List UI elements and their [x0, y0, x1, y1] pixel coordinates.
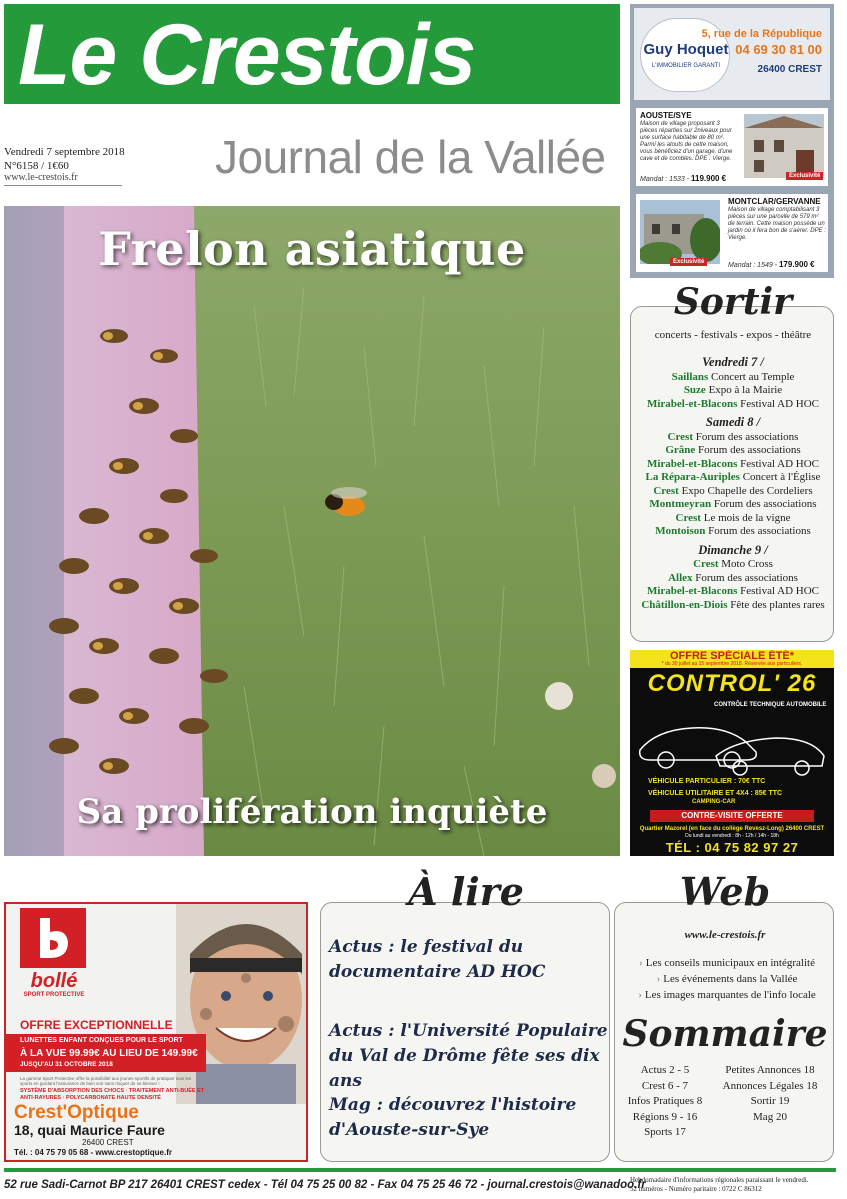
agenda-event[interactable]: Montmeyran Forum des associations	[649, 498, 817, 510]
agenda-event[interactable]: Mirabel-et-Blacons Festival AD HOC	[646, 457, 820, 470]
bolle-logo-icon	[20, 908, 86, 968]
sommaire-entry[interactable]: Petites Annonces 18	[725, 1064, 815, 1076]
sommaire-entry	[709, 1125, 831, 1141]
agenda-day-heading: Dimanche 9 /	[698, 542, 768, 557]
web-list-item[interactable]: › Les conseils municipaux en intégralité	[639, 957, 815, 969]
bolle-subbrand: SPORT PROTECTIVE	[23, 992, 85, 998]
chevron-right-icon: ›	[639, 957, 643, 969]
alire-section	[320, 869, 610, 1162]
sortir-title: Sortir	[673, 281, 793, 323]
ad-tagline: CONTRÔLE TECHNIQUE AUTOMOBILE	[714, 702, 827, 708]
footer-contact: 52 rue Sadi-Carnot BP 217 26401 CREST cedex - Tél 04 75 25 00 82 - Fax 04 75 25 46 72 - journal.crestois@wanadoo.fr	[4, 1179, 646, 1191]
bolle-offer-line: LUNETTES ENFANT CONÇUES POUR LE SPORT	[20, 1037, 183, 1044]
bolle-fine-print: La gamme Sport Protective offre la possibilité aux jeunes sportifs de pratiquer tous les sports en gardant l'assurance de bien voir sans risquer de se blesser !	[20, 1076, 192, 1086]
footer-note: 52 numéros - Numéro paritaire : 0722 C 86312	[630, 1185, 762, 1193]
agenda-event[interactable]: Grâne Forum des associations	[665, 444, 801, 456]
listing-title: MONTCLAR/GERVANNE	[728, 197, 821, 206]
listing-description: Maison de village comptabilisant 3 pièces sur une parcelle de 579 m² de terrain. Cette maison possède un jardin où il fera bon de s'aérer. DPE : Vierge.	[728, 207, 826, 241]
agenda-event[interactable]: Crest Moto Cross	[693, 558, 773, 570]
realestate-listing[interactable]	[636, 108, 828, 186]
child-portrait-photo	[176, 904, 308, 1104]
sommaire-entry[interactable]: Sortir 19	[750, 1095, 790, 1107]
car-outline-icon	[636, 710, 828, 776]
ad-offer-dates: * du 30 juillet au 15 septembre 2018. Réservée aux particuliers.	[661, 661, 803, 667]
ad-price-car: VÉHICULE PARTICULIER : 70€ TTC	[648, 778, 766, 785]
listing-description: Maison de village proposant 3 pièces réparties sur 2niveaux pour une surface habitable de 80 m². Parmi les atouts de cette maison, vous bénéficiez d'un garage, d'une cave et de combles. DPE : Vierge.	[640, 121, 733, 162]
shop-city: 26400 CREST	[82, 1138, 134, 1147]
agenda-event[interactable]: Mirabel-et-Blacons Festival AD HOC	[646, 585, 820, 597]
issue-date: Vendredi 7 septembre 2018	[4, 146, 125, 158]
agenda-event[interactable]: Crest Forum des associations	[667, 430, 799, 443]
ad-phone[interactable]: TÉL : 04 75 82 97 27	[665, 840, 799, 855]
sommaire-entry[interactable]: Annonces Légales 18	[722, 1079, 818, 1092]
ad-cta-badge: CONTRE-VISITE OFFERTE	[650, 810, 814, 822]
sommaire-entry[interactable]: Infos Pratiques 8	[627, 1095, 703, 1107]
chevron-right-icon: ›	[656, 973, 661, 985]
agenda-event[interactable]: Crest Le mois de la vigne	[675, 511, 791, 524]
sortir-section	[630, 281, 834, 642]
masthead-logo-bar	[4, 4, 620, 104]
web-url-link[interactable]: www.le-crestois.fr	[684, 929, 766, 941]
realestate-phone: 04 69 30 81 00	[735, 42, 822, 57]
web-list-item[interactable]: › Les images marquantes de l'info locale	[638, 989, 816, 1001]
alire-title: À lire	[408, 869, 524, 914]
agenda-event[interactable]: Suze Expo à la Mairie	[683, 384, 783, 396]
footer-note: Hebdomadaire d'informations régionales paraissant le vendredi.	[630, 1176, 809, 1184]
hornet-bees-illustration	[4, 206, 620, 856]
shop-name: Crest'Optique	[14, 1102, 139, 1123]
masthead-website-link[interactable]: www.le-crestois.fr	[4, 172, 78, 183]
agenda-event[interactable]: Saillans Concert au Temple	[671, 370, 795, 383]
chevron-right-icon: ›	[638, 989, 642, 1001]
realestate-tagline: L'IMMOBILIER GARANTI	[651, 63, 721, 69]
listing-price: Mandat : 1533 - 119.900 €	[640, 174, 727, 183]
sommaire-entry[interactable]: Régions 9 - 16	[632, 1110, 698, 1123]
agenda-day-heading: Vendredi 7 /	[702, 355, 764, 369]
issue-number: N°6158 / 1€60	[4, 160, 69, 172]
listing-title: AOUSTE/SYE	[640, 111, 692, 120]
agenda-event[interactable]: Montoison Forum des associations	[655, 525, 811, 537]
masthead-divider	[4, 185, 122, 186]
agenda-event[interactable]: Crest Expo Chapelle des Cordeliers	[653, 484, 813, 497]
agenda-event[interactable]: La Répara-Auriples Concert à l'Église	[645, 471, 821, 483]
realestate-ad[interactable]	[630, 4, 834, 278]
ad-brand: CONTROL' 26	[647, 670, 817, 697]
bolle-offer-deadline: JUSQU'AU 31 OCTOBRE 2018	[20, 1061, 113, 1068]
cover-headline[interactable]: Frelon asiatique	[98, 222, 526, 276]
shop-street: 18, quai Maurice Faure	[14, 1122, 165, 1138]
sommaire-title: Sommaire	[622, 1013, 828, 1055]
web-section	[614, 869, 834, 1162]
web-list	[621, 955, 833, 1003]
cover-subheadline[interactable]: Sa prolifération inquiète	[76, 792, 548, 832]
exclusivity-badge: Exclusivité	[786, 172, 823, 180]
agenda-event[interactable]: Châtillon-en-Diois Fête des plantes rares	[641, 598, 825, 611]
alire-item[interactable]: Actus : l'Université Populaire du Val de Drôme fête ses dix ans	[329, 1021, 608, 1091]
ad-hours: Du lundi au vendredi : 8h - 12h / 14h - 18h	[685, 833, 779, 839]
footer-divider	[4, 1168, 836, 1172]
sommaire-entry[interactable]: Crest 6 - 7	[641, 1079, 689, 1092]
sortir-subtitle: concerts - festivals - expos - théâtre	[654, 329, 812, 341]
bolle-offer-title: OFFRE EXCEPTIONNELLE	[20, 1018, 173, 1032]
bolle-optique-ad[interactable]	[4, 902, 308, 1162]
sommaire-entry[interactable]: Sports 17	[644, 1126, 686, 1138]
listing-price: Mandat : 1549 - 179.900 €	[728, 260, 815, 269]
ad-price-camper: CAMPING-CAR	[692, 799, 736, 805]
alire-item[interactable]: Actus : le festival du documentaire AD HOC	[329, 937, 546, 982]
realestate-ad-header	[634, 8, 830, 100]
agenda-event[interactable]: Mirabel-et-Blacons Festival AD HOC	[646, 397, 820, 410]
masthead-subtitle: Journal de la Vallée	[215, 131, 606, 183]
exclusivity-badge: Exclusivité	[670, 258, 707, 266]
shop-contact[interactable]: Tél. : 04 75 79 05 68 - www.crestoptique.fr	[14, 1148, 172, 1157]
realestate-address: 5, rue de la République	[701, 28, 822, 40]
sommaire-grid	[621, 1063, 831, 1141]
web-list-item[interactable]: › Les événements dans la Vallée	[656, 973, 798, 985]
realestate-city: 26400 CREST	[757, 64, 822, 75]
cover-photo[interactable]	[4, 206, 620, 856]
bolle-offer-price: À LA VUE 99.99€ AU LIEU DE 149.99€	[20, 1048, 198, 1059]
ad-address: Quartier Mazorel (en face du collège Revesz-Long) 26400 CREST	[639, 826, 825, 832]
ad-price-utility: VÉHICULE UTILITAIRE ET 4X4 : 85€ TTC	[648, 790, 783, 797]
web-title: Web	[679, 869, 771, 914]
realestate-brand: Guy Hoquet	[643, 41, 729, 58]
house-photo	[640, 200, 720, 264]
agenda-day-heading: Samedi 8 /	[705, 415, 761, 429]
sommaire-entry[interactable]: Mag 20	[753, 1110, 787, 1123]
masthead-logo: Le Crestois	[18, 7, 476, 103]
realestate-listing[interactable]	[636, 194, 828, 272]
bolle-brand: bollé	[30, 970, 78, 992]
alire-item[interactable]: Mag : découvrez l'histoire d'Aouste-sur-Sye	[329, 1095, 577, 1140]
sommaire-entry[interactable]: Actus 2 - 5	[640, 1064, 690, 1076]
control26-ad[interactable]	[630, 650, 834, 856]
sortir-agenda	[633, 351, 833, 612]
ad-offer-title: OFFRE SPÉCIALE ÉTÉ*	[669, 650, 795, 662]
bolle-features: SYSTÈME D'ABSORPTION DES CHOCS · TRAITEMENT ANTI-BUÉE ET ANTI-RAYURES · POLYCARBONATE HAUTE DENSITÉ	[20, 1088, 205, 1101]
house-photo	[744, 114, 824, 178]
agenda-event[interactable]: Allex Forum des associations	[668, 571, 798, 584]
